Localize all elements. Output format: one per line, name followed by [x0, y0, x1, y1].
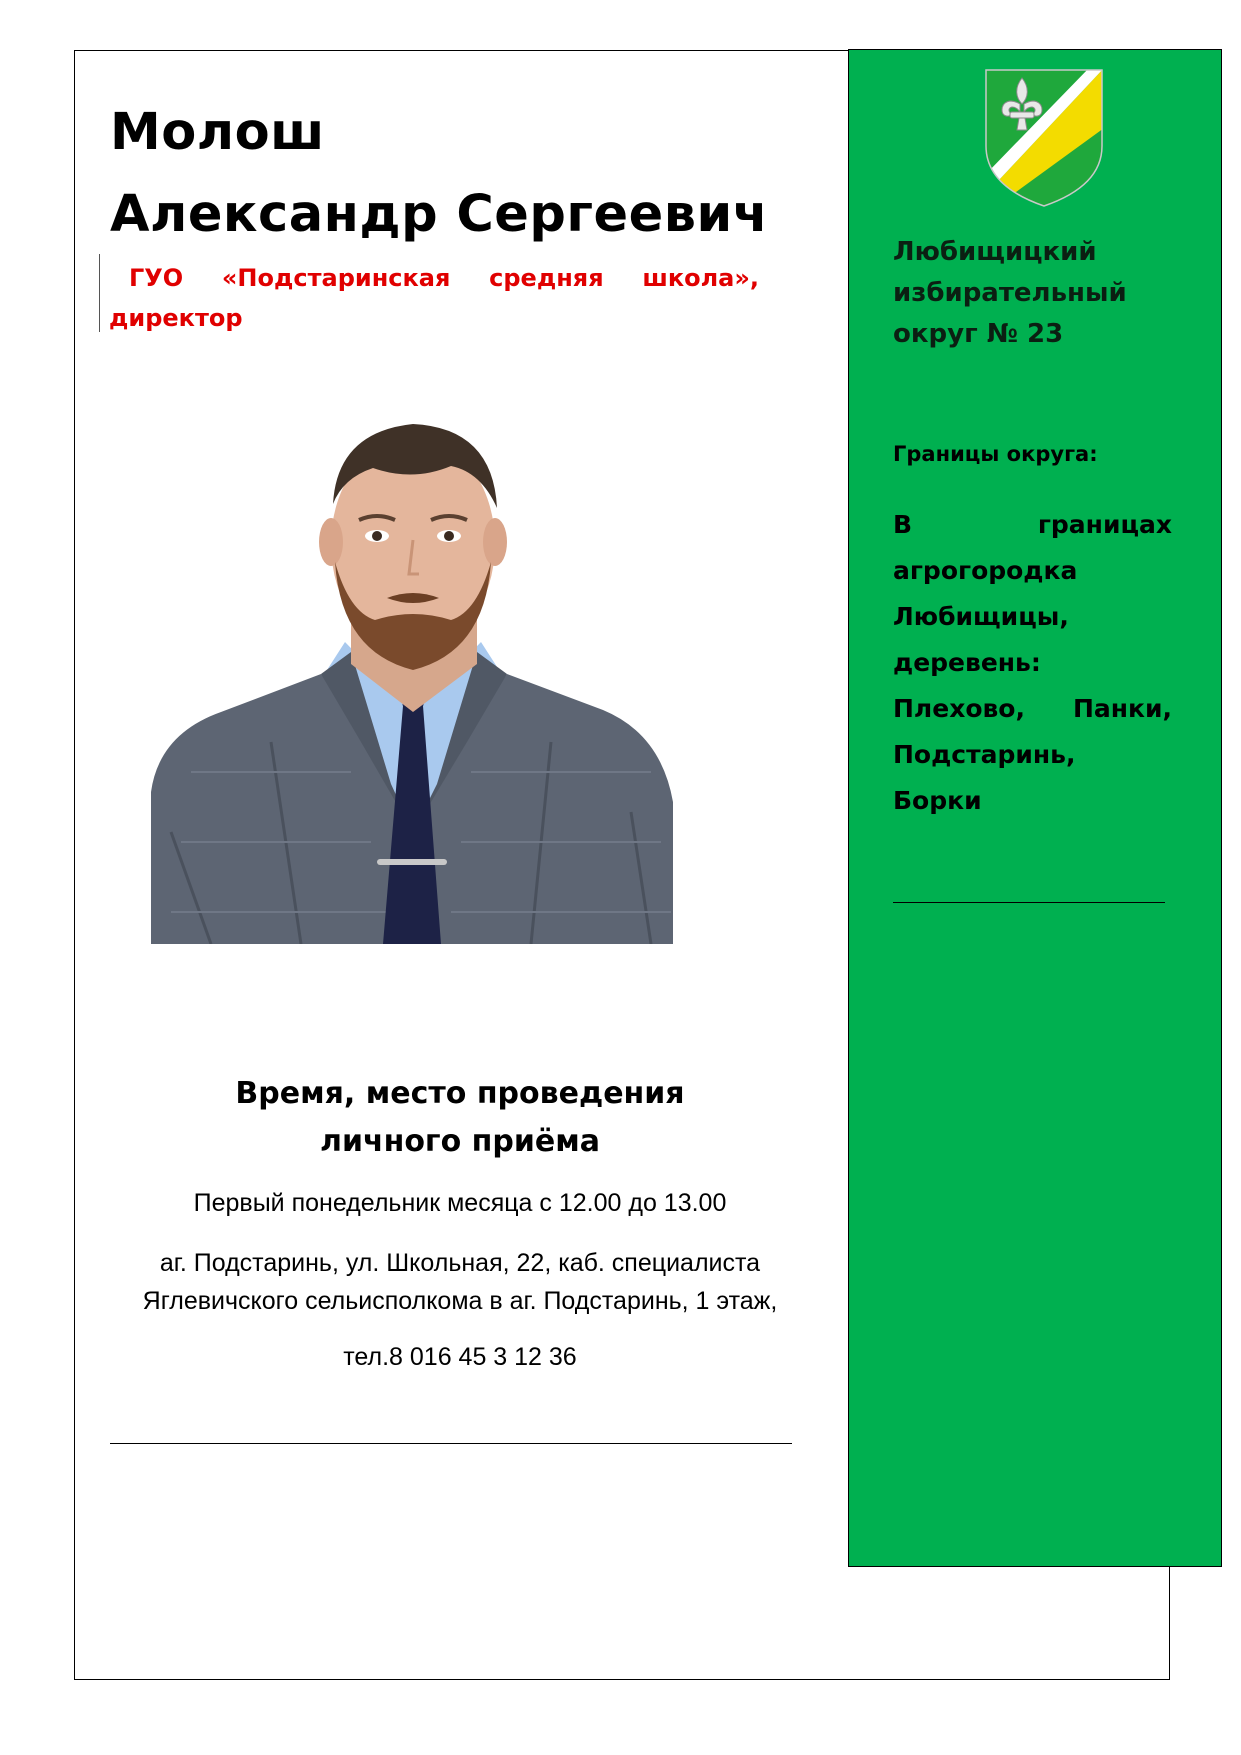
district-bounds-title: Границы округа: [893, 442, 1098, 466]
district-name [893, 232, 1193, 355]
candidate-photo [151, 412, 673, 944]
reception-phone: тел.8 016 45 3 12 36 [343, 1343, 577, 1371]
candidate-name [110, 92, 768, 256]
candidate-given-names: Александр Сергеевич [110, 185, 769, 244]
post-marker-bar [99, 254, 100, 332]
reception-title [110, 1070, 810, 1166]
candidate-workplace: ГУО «Подстаринская средняя школа», [129, 264, 759, 292]
district-name-line3: округ № 23 [893, 319, 1064, 349]
district-name-line2: избирательный [893, 278, 1127, 308]
reception-schedule: Первый понедельник месяца с 12.00 до 13.00 [193, 1189, 727, 1217]
bottom-divider [110, 1443, 792, 1444]
district-sidebar [848, 49, 1222, 1567]
reception-title-line1: Время, место проведения [235, 1076, 685, 1111]
reception-address-line1: аг. Подстаринь, ул. Школьная, 22, каб. специалиста [159, 1249, 761, 1277]
district-name-line1: Любищицкий [893, 237, 1097, 267]
district-bounds-text: В границах агрогородка Любищицы, деревень: Плехово, Панки, Подстаринь, Борки [893, 510, 1172, 815]
reception-address-line2: Яглевичского сельисполкома в аг. Подстаринь, 1 этаж, [142, 1287, 778, 1315]
candidate-post [109, 258, 759, 338]
candidate-surname: Молош [110, 103, 325, 162]
sidebar-divider [893, 902, 1165, 903]
candidate-position: директор [109, 304, 243, 332]
coat-of-arms-icon [984, 68, 1104, 208]
reception-title-line2: личного приёма [320, 1124, 600, 1159]
